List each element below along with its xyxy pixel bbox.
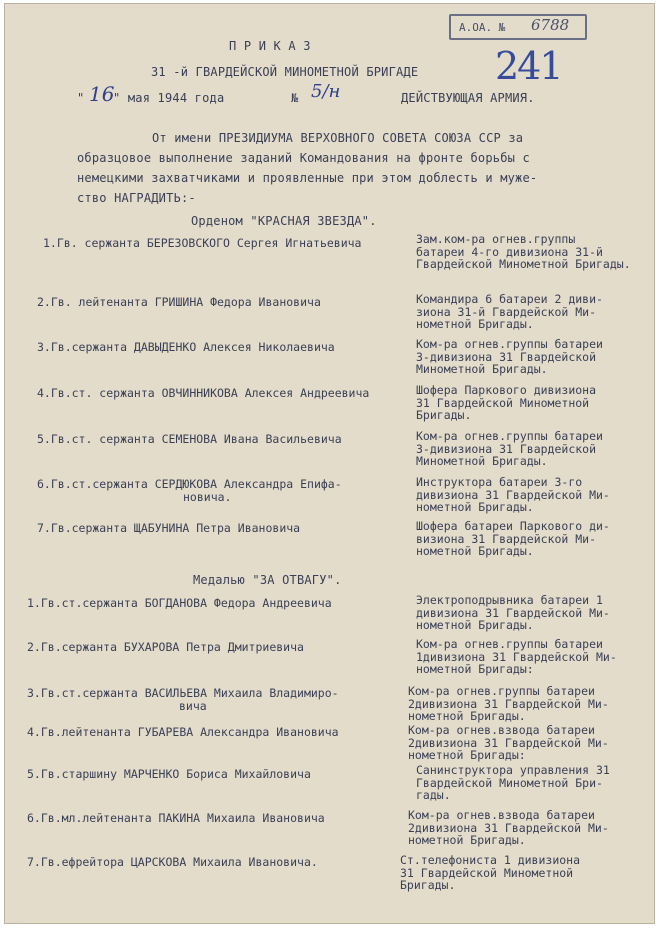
preamble-line: ство НАГРАДИТЬ:- — [77, 191, 196, 205]
order-number: 5/н — [311, 81, 341, 102]
recipient-name: 4.Гв.лейтенанта ГУБАРЕВА Александра Ивановича — [27, 725, 339, 739]
recipient-name: 7.Гв.сержанта ЩАБУНИНА Петра Ивановича — [37, 521, 301, 535]
stamp-number: 6788 — [531, 16, 570, 34]
stamp-prefix: А.ОА. № — [459, 21, 506, 34]
recipient-name: 4.Гв.ст. сержанта ОВЧИННИКОВА Алексея Андреевича — [37, 386, 370, 400]
order-day: 16 — [89, 82, 115, 106]
recipient-position: Шофера батареи Паркового ди- визиона 31 Гвардейской Ми- нометной Бригады. — [416, 519, 610, 558]
recipient-name-continued: вича — [179, 699, 207, 713]
recipient-name: 2.Гв.сержанта БУХАРОВА Петра Дмитриевича — [27, 640, 304, 654]
preamble-line: образцовое выполнение заданий Командования на фронте борьбы с — [77, 151, 530, 165]
preamble-line: От имени ПРЕЗИДИУМА ВЕРХОВНОГО СОВЕТА СОЮЗА ССР за — [152, 131, 524, 145]
recipient-name: 1.Гв. сержанта БЕРЕЗОВСКОГО Сергея Игнатьевича — [43, 236, 362, 250]
recipient-position: Ком-ра огнев.взвода батареи 2дивизиона 31 Гвардейской Ми- нометной Бригады. — [408, 808, 609, 847]
recipient-position: Ком-ра огнев.взвода батареи 2дивизиона 31 Гвардейской Ми- нометной Бригады: — [408, 723, 609, 762]
recipient-name: 7.Гв.ефрейтора ЦАРСКОВА Михаила Ивановича. — [27, 855, 318, 869]
order-date-rest: " мая 1944 года — [113, 91, 225, 105]
recipient-name: 6.Гв.ст.сержанта СЕРДЮКОВА Александра Епифа- — [37, 477, 342, 491]
recipient-position: Электроподрывника батареи 1 дивизиона 31 Гвардейской Ми- нометной Бригады. — [416, 593, 610, 632]
recipient-position: Зам.ком-ра огнев.группы батареи 4-го дивизиона 31-й Гвардейской Минометной Бригады. — [416, 232, 631, 271]
document-page — [4, 3, 655, 924]
document-title: П Р И К А З — [229, 39, 311, 53]
recipient-name: 2.Гв. лейтенанта ГРИШИНА Федора Ивановича — [37, 295, 321, 309]
recipient-position: Ком-ра огнев.группы батареи 3-дивизиона 31 Гвардейской Минометной Бригады. — [416, 429, 603, 468]
section-medal-for-courage: Медалью "ЗА ОТВАГУ". — [193, 573, 342, 587]
recipient-position: Командира 6 батареи 2 диви- зиона 31-й Гвардейской Ми- нометной Бригады. — [416, 292, 603, 331]
recipient-position: Санинструктора управления 31 Гвардейской Минометной Бри- гады. — [416, 763, 610, 802]
archive-stamp — [449, 14, 587, 40]
recipient-name: 5.Гв.ст. сержанта СЕМЕНОВА Ивана Васильевича — [37, 432, 342, 446]
document-subtitle: 31 -й ГВАРДЕЙСКОЙ МИНОМЕТНОЙ БРИГАДЕ — [151, 65, 419, 79]
recipient-name: 5.Гв.старшину МАРЧЕНКО Бориса Михайловича — [27, 767, 311, 781]
recipient-name: 3.Гв.ст.сержанта ВАСИЛЬЕВА Михаила Владимиро- — [27, 686, 339, 700]
recipient-position: Ком-ра огнев.группы батареи 3-дивизиона 31 Гвардейской Минометной Бригады. — [416, 337, 603, 376]
recipient-name: 3.Гв.сержанта ДАВЫДЕНКО Алексея Николаевича — [37, 340, 335, 354]
recipient-position: Ст.телефониста 1 дивизиона 31 Гвардейской Минометной Бригады. — [400, 853, 581, 892]
recipient-name: 1.Гв.ст.сержанта БОГДАНОВА Федора Андреевича — [27, 596, 332, 610]
recipient-position: Шофера Паркового дивизиона 31 Гвардейской Минометной Бригады. — [416, 383, 597, 422]
sheet-number: 241 — [495, 44, 562, 88]
recipient-name-continued: новича. — [183, 490, 232, 504]
army-label: ДЕЙСТВУЮЩАЯ АРМИЯ. — [401, 91, 535, 105]
preamble-line: немецкими захватчиками и проявленные при этом доблесть и муже- — [77, 171, 538, 185]
date-quote: " — [77, 91, 85, 105]
order-number-label: № — [291, 91, 299, 105]
recipient-position: Инструктора батареи 3-го дивизиона 31 Гвардейской Ми- нометной Бригады. — [416, 475, 610, 514]
section-order-red-star: Орденом "КРАСНАЯ ЗВЕЗДА". — [191, 214, 377, 228]
recipient-position: Ком-ра огнев.группы батареи 2дивизиона 31 Гвардейской Ми- нометной Бригады. — [408, 684, 609, 723]
recipient-name: 6.Гв.мл.лейтенанта ПАКИНА Михаила Ивановича — [27, 811, 325, 825]
recipient-position: Ком-ра огнев.группы батареи 1дивизиона 31 Гвардейской Ми- нометной Бригады: — [416, 637, 617, 676]
